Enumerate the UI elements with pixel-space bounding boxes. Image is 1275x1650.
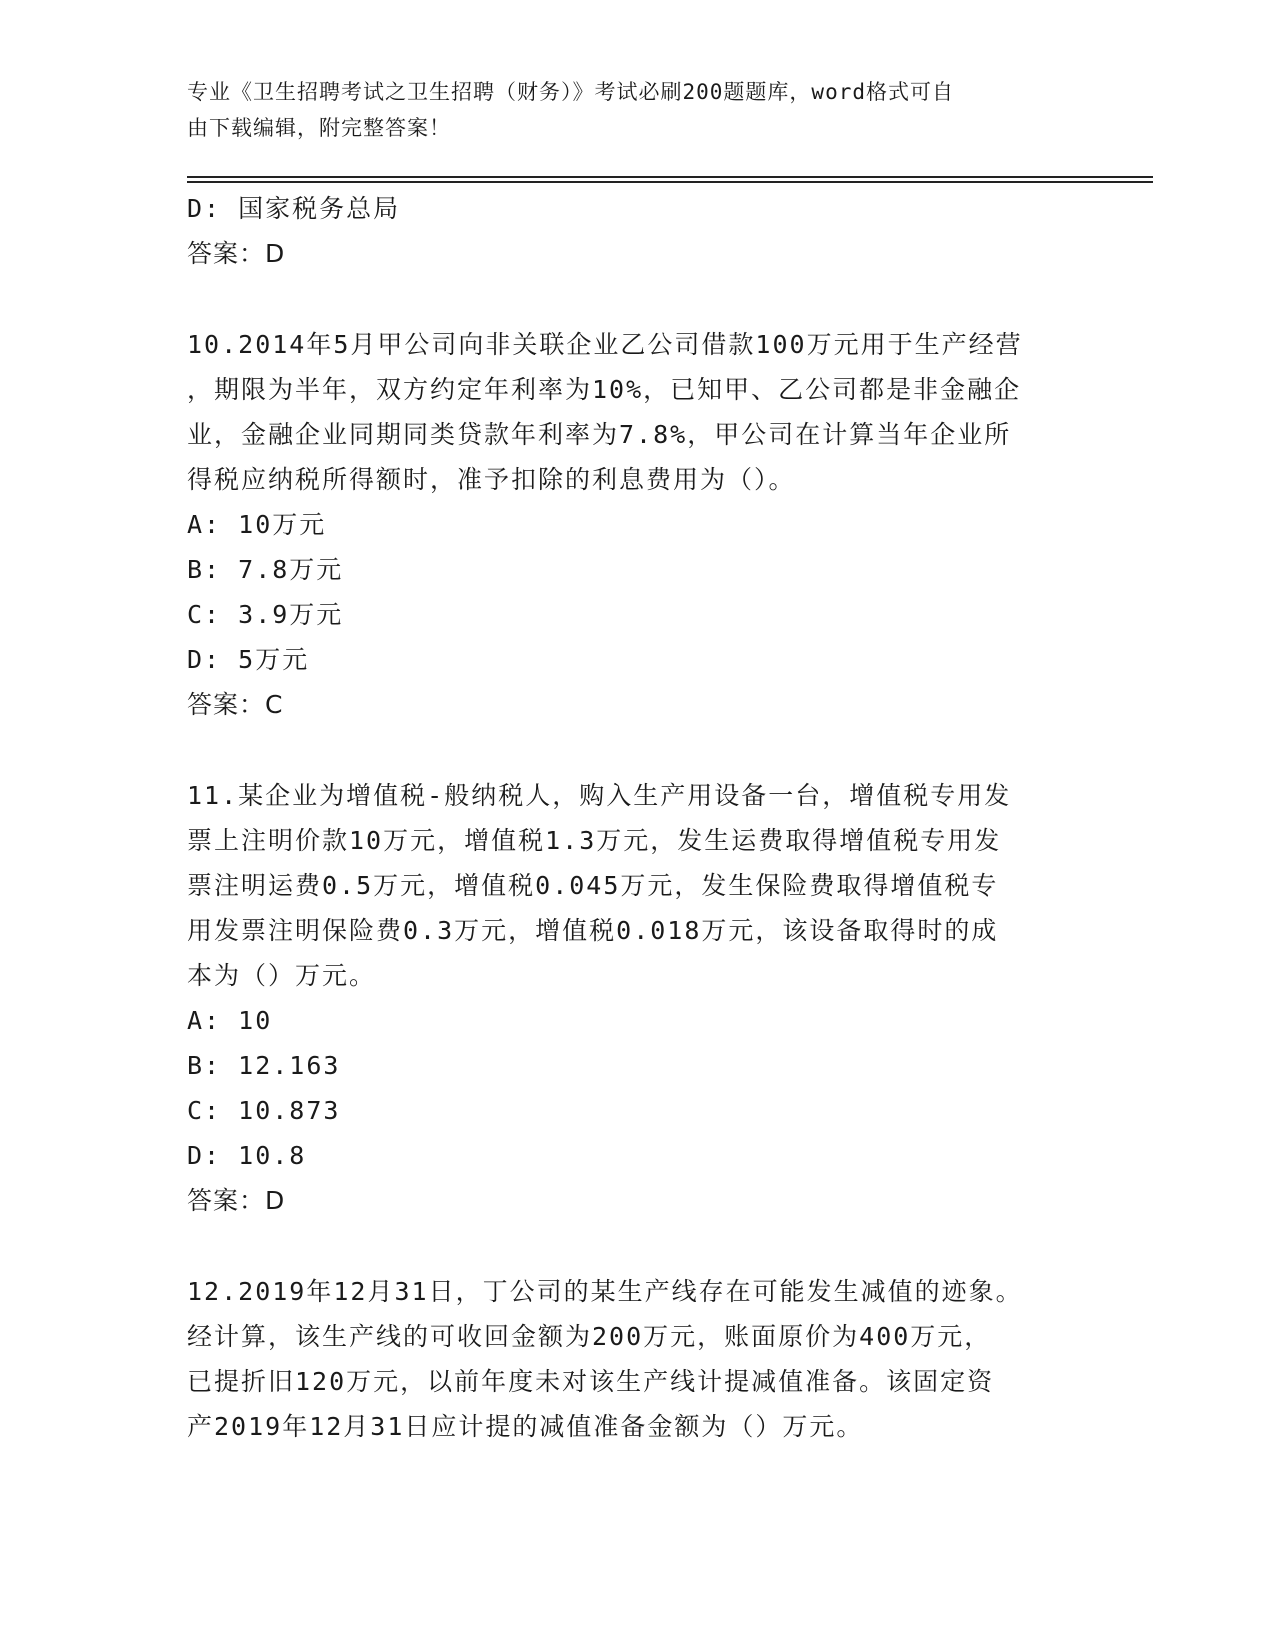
option-d: D: 5万元	[187, 645, 310, 674]
question-text-line: ，期限为半年，双方约定年利率为10%，已知甲、乙公司都是非金融企	[187, 375, 1022, 404]
header-line-2: 由下载编辑，附完整答案！	[187, 116, 451, 140]
question-text-line: 票注明运费0.5万元，增值税0.045万元，发生保险费取得增值税专	[187, 871, 999, 900]
question-text-line: 业，金融企业同期同类贷款年利率为7.8%，甲公司在计算当年企业所	[187, 420, 1012, 449]
option-a: A: 10万元	[187, 510, 327, 539]
question-text-line: 票上注明价款10万元，增值税1.3万元，发生运费取得增值税专用发	[187, 826, 1002, 855]
question-11	[187, 773, 1087, 1223]
option-d: D: 10.8	[187, 1141, 307, 1170]
question-text-line: 12.2019年12月31日，丁公司的某生产线存在可能发生减值的迹象。	[187, 1277, 1023, 1306]
spacer	[187, 1223, 1087, 1269]
question-text-line: 得税应纳税所得额时，准予扣除的利息费用为（）。	[187, 465, 796, 494]
option-c: C: 3.9万元	[187, 600, 344, 629]
document-body	[187, 186, 1087, 1449]
answer: 答案：C	[187, 690, 284, 719]
question-text-line: 本为（）万元。	[187, 961, 377, 990]
header-rule-top	[187, 176, 1153, 178]
option-b: B: 12.163	[187, 1051, 341, 1080]
option-a: A: 10	[187, 1006, 273, 1035]
question-text-line: 10.2014年5月甲公司向非关联企业乙公司借款100万元用于生产经营	[187, 330, 1023, 359]
option-c: C: 10.873	[187, 1096, 341, 1125]
spacer	[187, 276, 1087, 322]
question-12	[187, 1269, 1087, 1449]
option-b: B: 7.8万元	[187, 555, 344, 584]
option-d: D: 国家税务总局	[187, 194, 401, 223]
header-line-1: 专业《卫生招聘考试之卫生招聘（财务）》考试必刷200题题库，word格式可自	[187, 80, 954, 104]
question-10	[187, 322, 1087, 727]
header-rule-bottom	[187, 181, 1153, 183]
answer: 答案：D	[187, 239, 286, 268]
question-text-line: 经计算，该生产线的可收回金额为200万元，账面原价为400万元，	[187, 1322, 992, 1351]
question-text-line: 已提折旧120万元，以前年度未对该生产线计提减值准备。该固定资	[187, 1367, 995, 1396]
document-header	[187, 74, 1067, 146]
question-text-line: 用发票注明保险费0.3万元，增值税0.018万元，该设备取得时的成	[187, 916, 999, 945]
answer: 答案：D	[187, 1186, 286, 1215]
question-text-line: 11.某企业为增值税-般纳税人，购入生产用设备一台，增值税专用发	[187, 781, 1012, 810]
spacer	[187, 727, 1087, 773]
question-text-line: 产2019年12月31日应计提的减值准备金额为（）万元。	[187, 1412, 864, 1441]
